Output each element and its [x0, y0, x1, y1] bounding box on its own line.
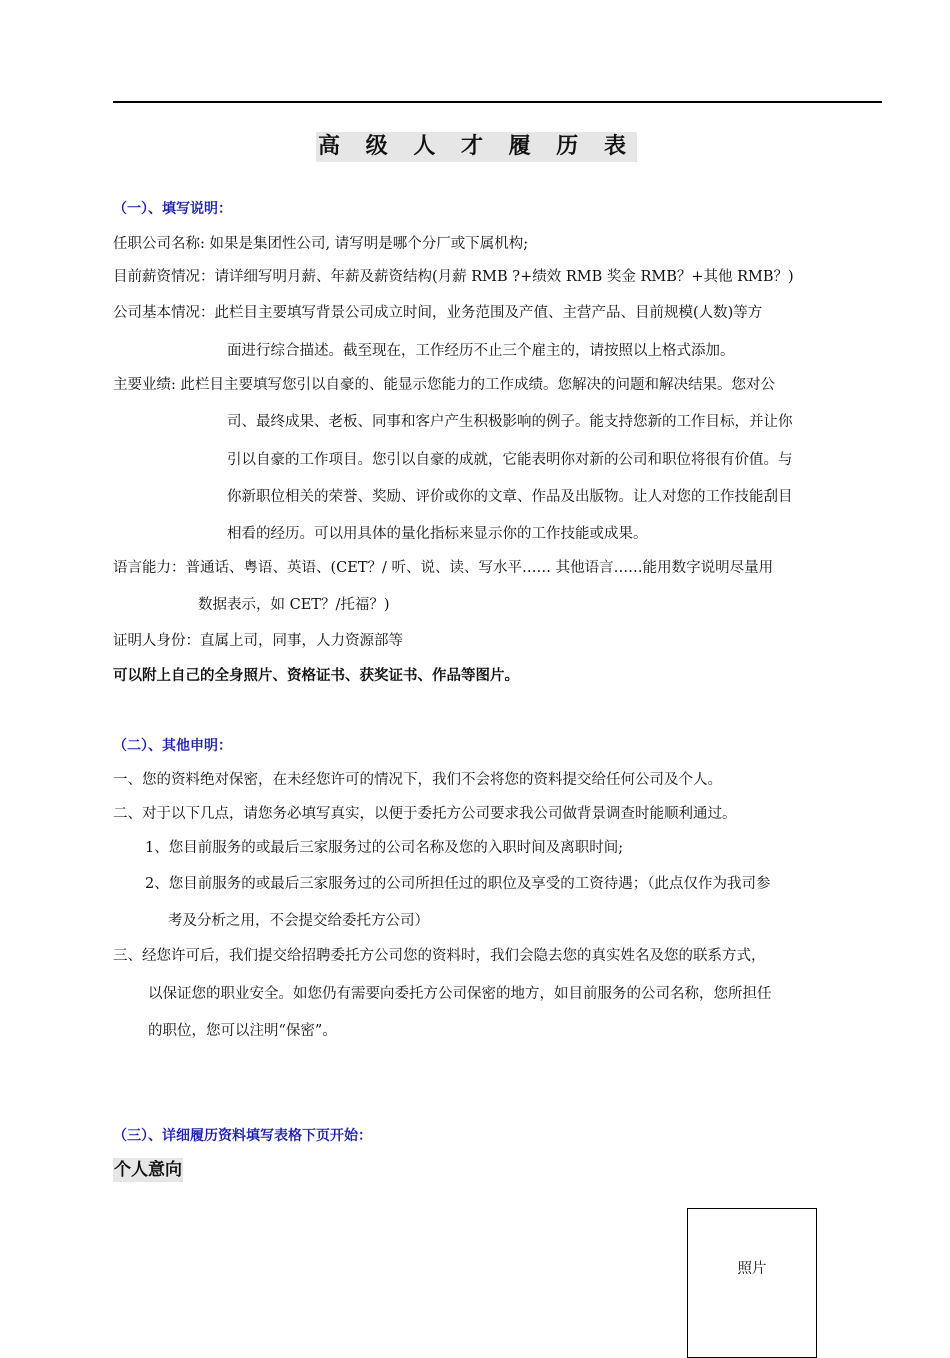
page-title: 高 级 人 才 履 历 表 [316, 132, 637, 162]
instruction-achievements: 主要业绩: 此栏目主要填写您引以自豪的、能显示您能力的工作成绩。您解决的问题和解决结果。您对公 [113, 377, 775, 393]
statement-2-item-1: 1、您目前服务的或最后三家服务过的公司名称及您的入职时间及离职时间; [145, 840, 624, 856]
statement-2-item-2: 2、您目前服务的或最后三家服务过的公司所担任过的职位及享受的工资待遇；（此点仅作为我司参 [145, 876, 771, 892]
instruction-salary: 目前薪资情况：请详细写明月薪、年薪及薪资结构(月薪 RMB ?+绩效 RMB 奖金 RMB？+其他 RMB？) [113, 269, 794, 285]
instruction-company-info-cont: 面进行综合描述。截至现在，工作经历不止三个雇主的，请按照以上格式添加。 [227, 343, 735, 359]
instruction-achievements-cont-2: 引以自豪的工作项目。您引以自豪的成就，它能表明你对新的公司和职位将很有价值。与 [227, 452, 793, 468]
instruction-company-info: 公司基本情况：此栏目主要填写背景公司成立时间，业务范围及产值、主营产品、目前规模(人数)等方 [113, 305, 763, 321]
instruction-company-name: 任职公司名称: 如果是集团性公司, 请写明是哪个分厂或下属机构; [113, 236, 529, 252]
statement-2: 二、对于以下几点，请您务必填写真实，以便于委托方公司要求我公司做背景调查时能顺利通过。 [113, 806, 737, 822]
instruction-language-cont: 数据表示，如 CET？/托福？) [198, 597, 390, 613]
instruction-achievements-cont-4: 相看的经历。可以用具体的量化指标来显示你的工作技能或成果。 [227, 526, 648, 542]
instruction-references: 证明人身份：直属上司，同事，人力资源部等 [113, 633, 403, 649]
personal-intention-heading: 个人意向 [114, 1160, 182, 1180]
instruction-attachments: 可以附上自己的全身照片、资格证书、获奖证书、作品等图片。 [113, 668, 519, 684]
instruction-achievements-cont-1: 司、最终成果、老板、同事和客户产生积极影响的例子。能支持您新的工作目标，并让你 [227, 414, 793, 430]
statement-3-cont-2: 的职位，您可以注明“保密”。 [148, 1023, 337, 1039]
photo-label: 照片 [737, 1261, 767, 1277]
statement-3-cont-1: 以保证您的职业安全。如您仍有需要向委托方公司保密的地方，如目前服务的公司名称，您所担任 [148, 986, 772, 1002]
section3-heading: （三）、详细履历资料填写表格下页开始： [113, 1128, 372, 1144]
statement-2-item-2-cont: 考及分析之用，不会提交给委托方公司） [168, 913, 429, 929]
section1-heading: （一）、填写说明： [113, 201, 232, 217]
statement-1: 一、您的资料绝对保密，在未经您许可的情况下，我们不会将您的资料提交给任何公司及个人。 [113, 772, 722, 788]
top-rule [113, 101, 882, 103]
photo-box [687, 1208, 817, 1358]
section2-heading: （二）、其他申明： [113, 738, 232, 754]
instruction-achievements-cont-3: 你新职位相关的荣誉、奖励、评价或你的文章、作品及出版物。让人对您的工作技能刮目 [227, 489, 793, 505]
statement-3: 三、经您许可后，我们提交给招聘委托方公司您的资料时，我们会隐去您的真实姓名及您的联系方式， [113, 948, 766, 964]
instruction-language: 语言能力：普通话、粤语、英语、(CET？/ 听、说、读、写水平…… 其他语言……能用数字说明尽量用 [113, 560, 774, 576]
